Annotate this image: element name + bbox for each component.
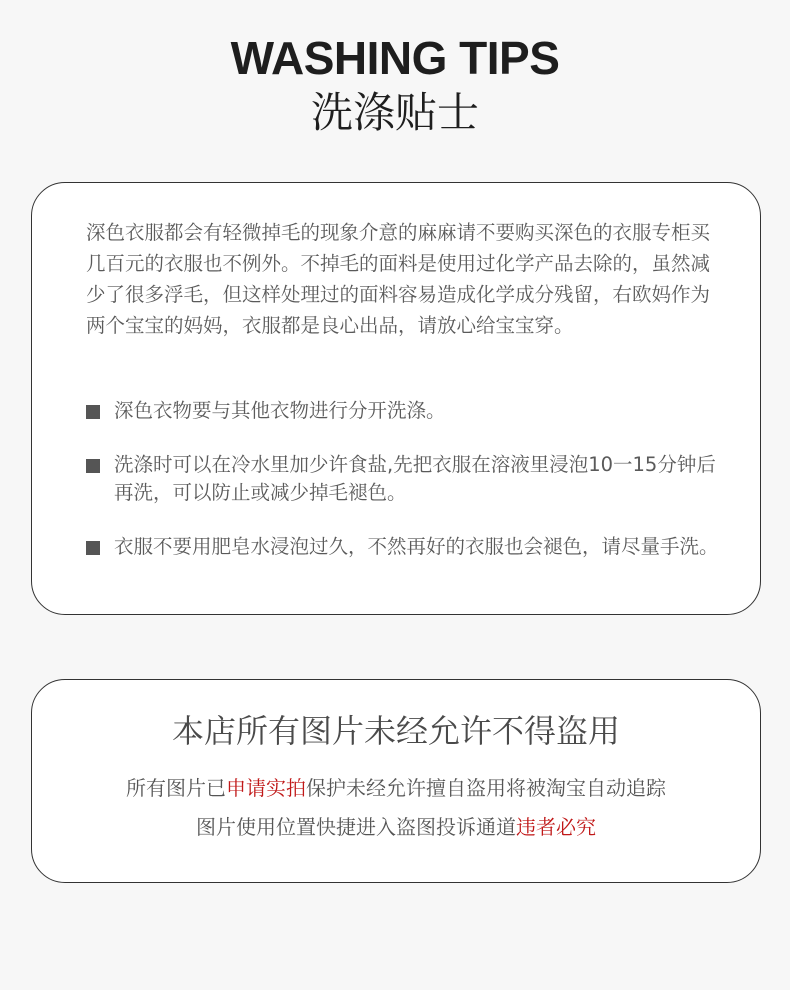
tip-text: 洗涤时可以在冷水里加少许食盐,先把衣服在溶液里浸泡10一15分钟后再洗，可以防止或减少掉毛褪色。 xyxy=(114,453,716,504)
notice-highlight: 违者必究 xyxy=(516,815,596,839)
tip-text: 衣服不要用肥皂水浸泡过久，不然再好的衣服也会褪色，请尽量手洗。 xyxy=(114,535,719,558)
notice-text: 保护未经允许擅自盗用将被淘宝自动追踪 xyxy=(306,776,666,800)
square-bullet-icon xyxy=(86,459,100,473)
list-item xyxy=(86,533,726,561)
notice-text: 图片使用位置快捷进入盗图投诉通道 xyxy=(196,815,516,839)
page-header xyxy=(0,30,790,140)
list-item xyxy=(86,397,726,425)
notice-title: 本店所有图片未经允许不得盗用 xyxy=(171,712,620,750)
notice-text: 所有图片已 xyxy=(126,776,226,800)
square-bullet-icon xyxy=(86,541,100,555)
notice-line-1 xyxy=(32,774,760,802)
title-english: WASHING TIPS xyxy=(230,32,560,84)
title-chinese: 洗涤贴士 xyxy=(310,88,479,137)
tip-text: 深色衣物要与其他衣物进行分开洗涤。 xyxy=(114,399,446,422)
intro-paragraph: 深色衣服都会有轻微掉毛的现象介意的麻麻请不要购买深色的衣服专柜买几百元的衣服也不例外。不掉毛的面料是使用过化学产品去除的，虽然减少了很多浮毛，但这样处理过的面料容易造成化学成分残留，右欧妈作为两个宝宝的妈妈，衣服都是良心出品，请放心给宝宝穿。 xyxy=(86,221,711,337)
list-item xyxy=(86,451,726,507)
notice-line-2 xyxy=(32,813,760,841)
washing-tips-card xyxy=(31,182,761,615)
copyright-notice-card xyxy=(31,679,761,883)
square-bullet-icon xyxy=(86,405,100,419)
notice-highlight: 申请实拍 xyxy=(226,776,306,800)
tips-list xyxy=(86,397,726,587)
